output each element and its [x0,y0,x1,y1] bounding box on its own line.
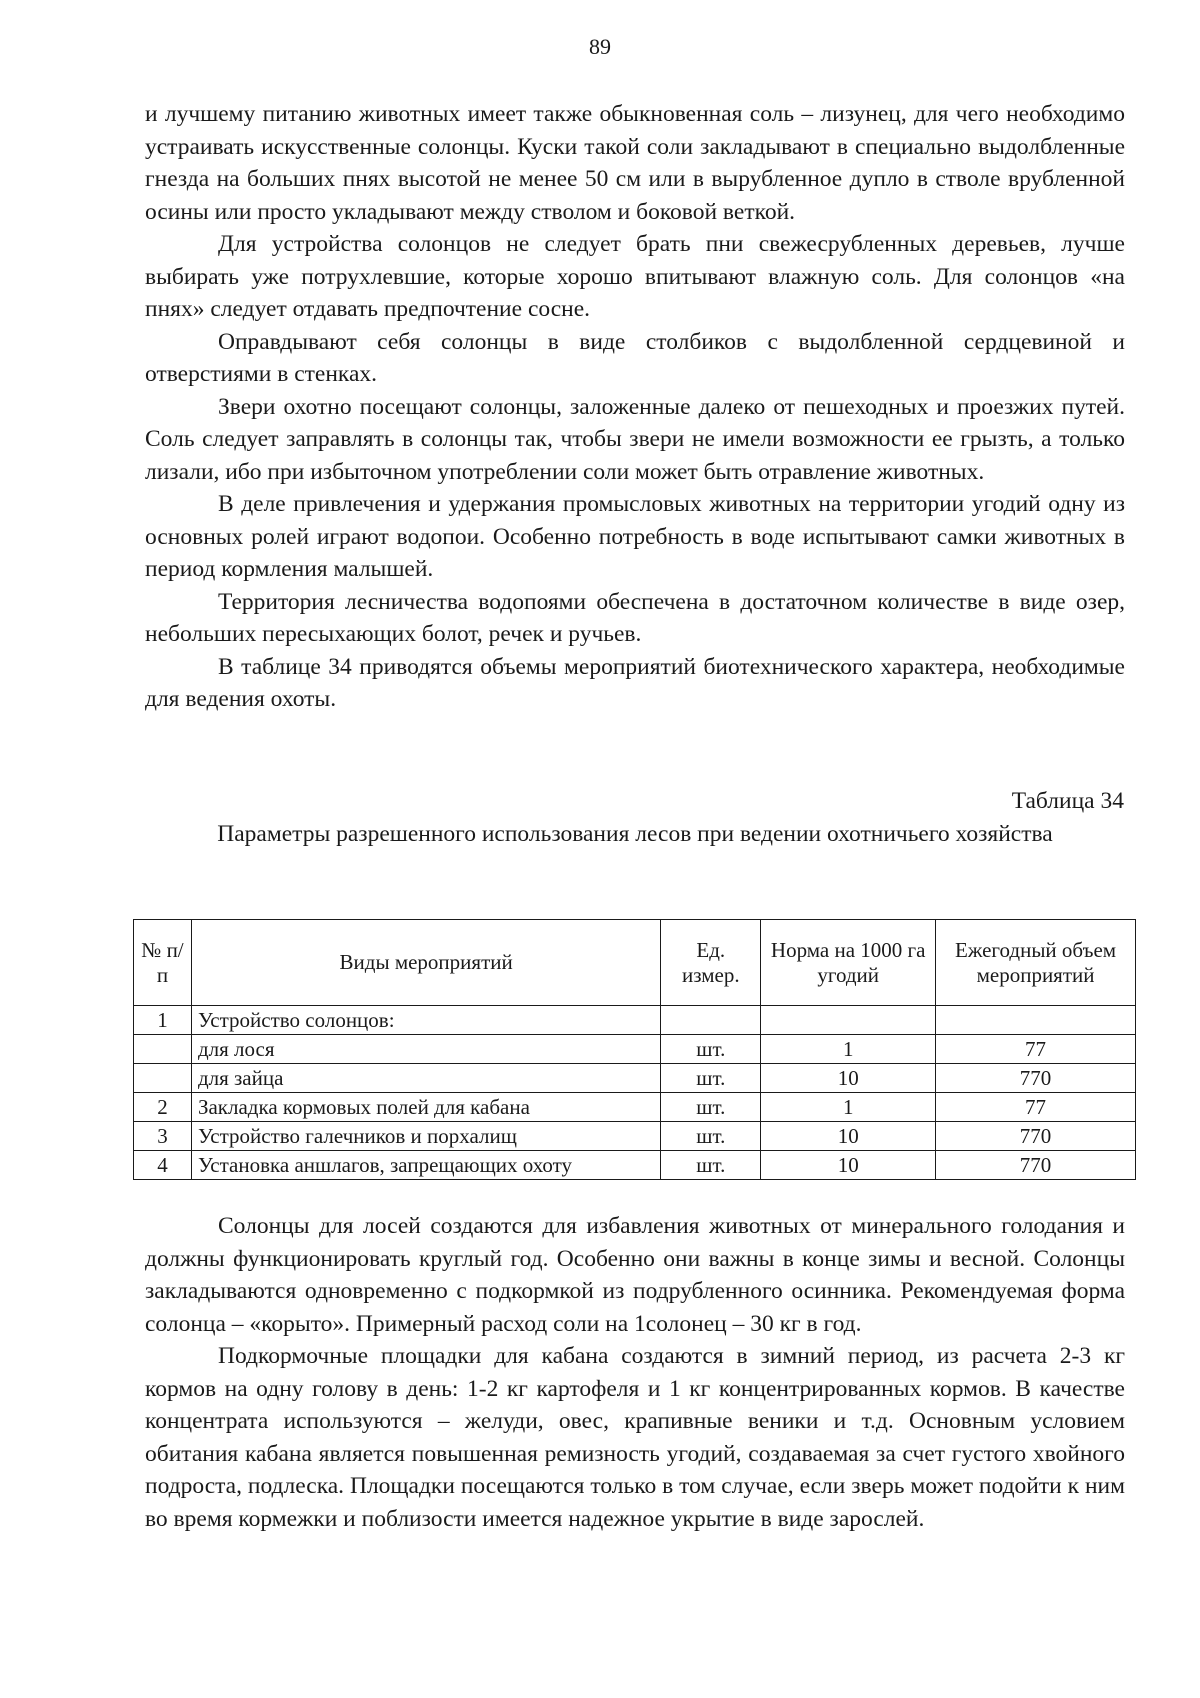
table-row [134,1093,1136,1122]
header-unit: Ед. измер. [661,920,761,1006]
measures-table [133,919,1136,1180]
cell-volume: 77 [936,1093,1136,1122]
table-row [134,1122,1136,1151]
cell-activity: Устройство галечников и порхалищ [191,1122,660,1151]
table-row [134,1064,1136,1093]
header-norm: Норма на 1000 га угодий [761,920,936,1006]
paragraph: Оправдывают себя солонцы в виде столбиков с выдолбленной сердцевиной и отверстиями в стенках. [145,328,1125,387]
header-volume: Ежегодный объем мероприятий [936,920,1136,1006]
cell-activity: для лося [191,1035,660,1064]
table-title: Параметры разрешенного использования лесов при ведении охотничьего хозяйства [217,821,1053,847]
cell-activity: для зайца [191,1064,660,1093]
header-activity: Виды мероприятий [191,920,660,1006]
cell-volume: 770 [936,1151,1136,1180]
cell-volume: 770 [936,1122,1136,1151]
cell-norm [761,1006,936,1035]
cell-norm: 1 [761,1093,936,1122]
table-header-row [134,920,1136,1006]
paragraph: Звери охотно посещают солонцы, заложенные далеко от пешеходных и проезжих путей. Соль следует заправлять в солонцы так, чтобы звери не имели возможности ее грызть, а только лизали, ибо при избыточном употреблении соли может быть отравление животных. [145,393,1125,485]
paragraph: Солонцы для лосей создаются для избавления животных от минерального голодания и должны функционировать круглый год. Особенно они важны в конце зимы и весной. Солонцы закладываются одновременно с подкормкой из подрубленного осинника. Рекомендуемая форма солонца – «корыто». Примерный расход соли на 1солонец – 30 кг в год. [145,1213,1125,1337]
bottom-text-block [145,1210,1125,1535]
cell-unit: шт. [661,1035,761,1064]
cell-num [134,1064,192,1093]
cell-norm: 10 [761,1122,936,1151]
cell-unit: шт. [661,1064,761,1093]
paragraph: В таблице 34 приводятся объемы мероприятий биотехнического характера, необходимые для ведения охоты. [145,653,1125,712]
cell-num: 4 [134,1151,192,1180]
paragraph: Для устройства солонцов не следует брать пни свежесрубленных деревьев, лучше выбирать уже потрухлевшие, которые хорошо впитывают влажную соль. Для солонцов «на пнях» следует отдавать предпочтение сосне. [145,231,1125,322]
cell-activity: Установка аншлагов, запрещающих охоту [191,1151,660,1180]
cell-unit: шт. [661,1122,761,1151]
page-number: 89 [589,34,611,59]
cell-unit: шт. [661,1093,761,1122]
cell-volume: 770 [936,1064,1136,1093]
paragraph: Подкормочные площадки для кабана создаются в зимний период, из расчета 2-3 кг кормов на одну голову в день: 1-2 кг картофеля и 1 кг концентрированных кормов. В качестве концентрата используются – желуди, овес, крапивные веники и т.д. Основным условием обитания кабана является повышенная ремизность угодий, создаваемая за счет густого хвойного подроста, подлеска. Площадки посещаются только в том случае, если зверь может подойти к ним во время кормежки и поблизости имеется надежное укрытие в виде зарослей. [145,1343,1125,1532]
cell-unit [661,1006,761,1035]
cell-num: 2 [134,1093,192,1122]
table-label: Таблица 34 [1011,788,1124,814]
cell-volume: 77 [936,1035,1136,1064]
table-row [134,1035,1136,1064]
top-text-block [145,98,1125,716]
cell-norm: 10 [761,1151,936,1180]
cell-norm: 10 [761,1064,936,1093]
paragraph: В деле привлечения и удержания промысловых животных на территории угодий одну из основных ролей играют водопои. Особенно потребность в воде испытывают самки животных в период кормления малышей. [145,491,1125,582]
cell-norm: 1 [761,1035,936,1064]
paragraph: Территория лесничества водопоями обеспечена в достаточном количестве в виде озер, небольших пересыхающих болот, речек и ручьев. [145,588,1125,647]
table-row [134,1151,1136,1180]
cell-num: 3 [134,1122,192,1151]
cell-volume [936,1006,1136,1035]
header-num: № п/п [134,920,192,1006]
cell-activity: Закладка кормовых полей для кабана [191,1093,660,1122]
cell-num: 1 [134,1006,192,1035]
cell-unit: шт. [661,1151,761,1180]
table-row [134,1006,1136,1035]
paragraph: и лучшему питанию животных имеет также обыкновенная соль – лизунец, для чего необходимо устраивать искусственные солонцы. Куски такой соли закладывают в специально выдолбленные гнезда на больших пнях высотой не менее 50 см или в вырубленное дупло в стволе врубленной осины или просто укладывают между стволом и боковой веткой. [145,101,1125,225]
cell-num [134,1035,192,1064]
cell-activity: Устройство солонцов: [191,1006,660,1035]
